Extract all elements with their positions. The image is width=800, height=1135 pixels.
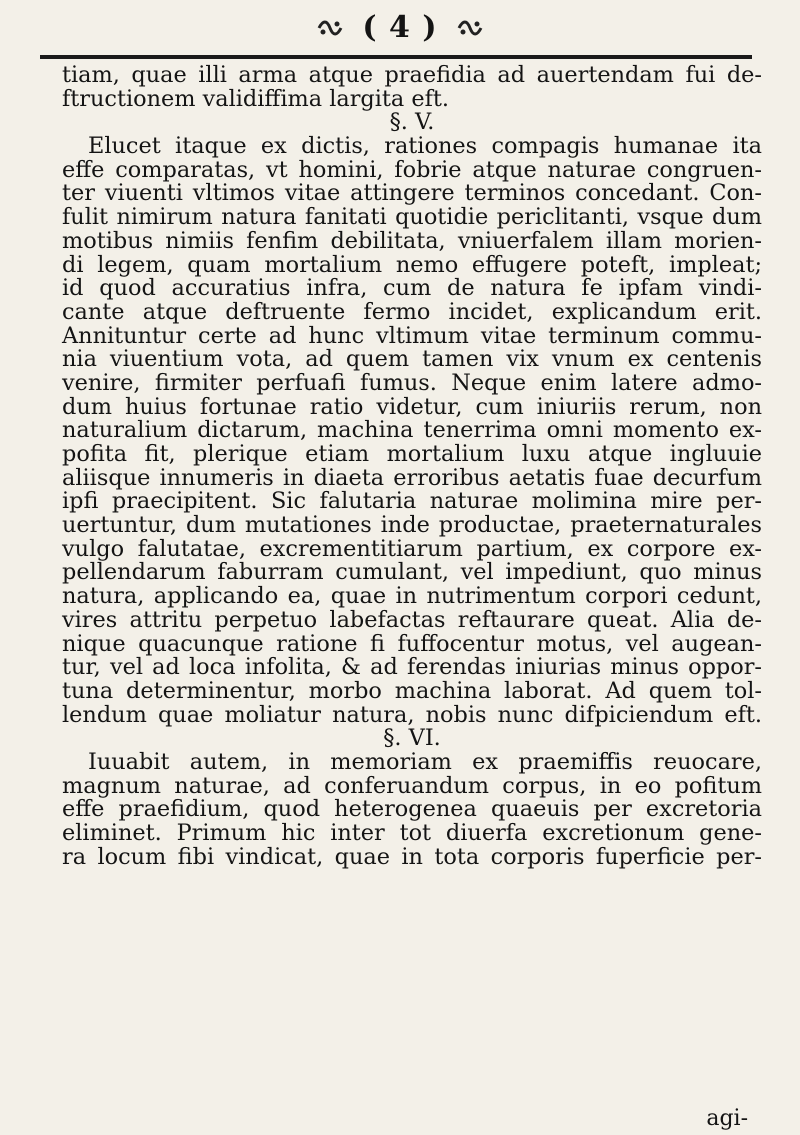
- section-heading: §. V.: [389, 109, 435, 136]
- text-line: motibus nimiis fenfim debilitata, vniuerfalem illam morien-: [62, 227, 762, 254]
- text-line: id quod accuratius infra, cum de natura fe ipfam vindi-: [62, 275, 762, 302]
- body-text: [62, 64, 762, 869]
- text-line: tuna determinentur, morbo machina laborat. Ad quem tol-: [62, 677, 762, 704]
- text-line: Elucet itaque ex dictis, rationes compagis humanae ita: [88, 133, 762, 160]
- text-line: ter viuenti vltimos vitae attingere terminos concedant. Con-: [62, 180, 762, 207]
- text-line: Annituntur certe ad hunc vltimum vitae terminum commu-: [62, 322, 762, 349]
- ornament-left-icon: [317, 19, 343, 37]
- text-line: effe comparatas, vt homini, fobrie atque naturae congruen-: [62, 156, 762, 183]
- text-line: Iuuabit autem, in memoriam ex praemiffis reuocare,: [88, 748, 762, 775]
- text-line: vulgo falutatae, excrementitiarum partium, ex corpore ex-: [62, 535, 762, 562]
- text-line: aliisque innumeris in diaeta erroribus aetatis fuae decurfum: [62, 464, 762, 491]
- text-line: tiam, quae illi arma atque praefidia ad auertendam fui de-: [62, 62, 762, 88]
- text-line: tur, vel ad loca infolita, & ad ferendas iniurias minus oppor-: [62, 654, 762, 681]
- catchword: agi-: [706, 1106, 748, 1131]
- text-line: di legem, quam mortalium nemo effugere poteft, impleat;: [62, 251, 762, 278]
- text-line: uertuntur, dum mutationes inde productae, praeternaturales: [62, 512, 762, 539]
- text-line: pofita fit, plerique etiam mortalium luxu atque ingluuie: [62, 441, 762, 467]
- text-line: cante atque deftruente fermo incidet, explicandum erit.: [62, 298, 762, 325]
- text-line: lendum quae moliatur natura, nobis nunc difpiciendum eft.: [62, 701, 762, 728]
- text-line: fulit nimirum natura fanitati quotidie periclitanti, vsque dum: [62, 204, 762, 231]
- page-number: ( 4 ): [362, 10, 438, 45]
- text-line: effe praefidium, quod heterogenea quaeuis per excretoria: [62, 796, 762, 823]
- text-line: nia viuentium vota, ad quem tamen vix vnum ex centenis: [62, 346, 762, 373]
- section-heading: §. VI.: [383, 725, 441, 752]
- text-line: natura, applicando ea, quae in nutrimentum corpori cedunt,: [62, 583, 762, 610]
- text-line: nique quacunque ratione fi fuffocentur motus, vel augean-: [62, 630, 762, 657]
- header-rule: [40, 54, 752, 60]
- text-line: ra locum fibi vindicat, quae in tota corporis fuperficie per-: [62, 843, 762, 870]
- text-line: vires attritu perpetuo labefactas reftaurare queat. Alia de-: [62, 606, 762, 633]
- text-line: eliminet. Primum hic inter tot diuerfa excretionum gene-: [62, 820, 762, 846]
- text-line: ftructionem validiffima largita eft.: [62, 85, 450, 112]
- text-line: pellendarum faburram cumulant, vel impediunt, quo minus: [62, 559, 762, 586]
- text-line: naturalium dictarum, machina tenerrima omni momento ex-: [62, 417, 762, 444]
- page-header: [0, 10, 800, 50]
- text-line: venire, firmiter perfuafi fumus. Neque enim latere admo-: [62, 369, 762, 396]
- ornament-right-icon: [457, 19, 483, 37]
- text-line: ipfi praecipitent. Sic falutaria naturae molimina mire per-: [62, 488, 762, 515]
- text-line: magnum naturae, ad conferuandum corpus, in eo pofitum: [62, 772, 762, 799]
- text-line: dum huius fortunae ratio videtur, cum iniuriis rerum, non: [62, 393, 762, 420]
